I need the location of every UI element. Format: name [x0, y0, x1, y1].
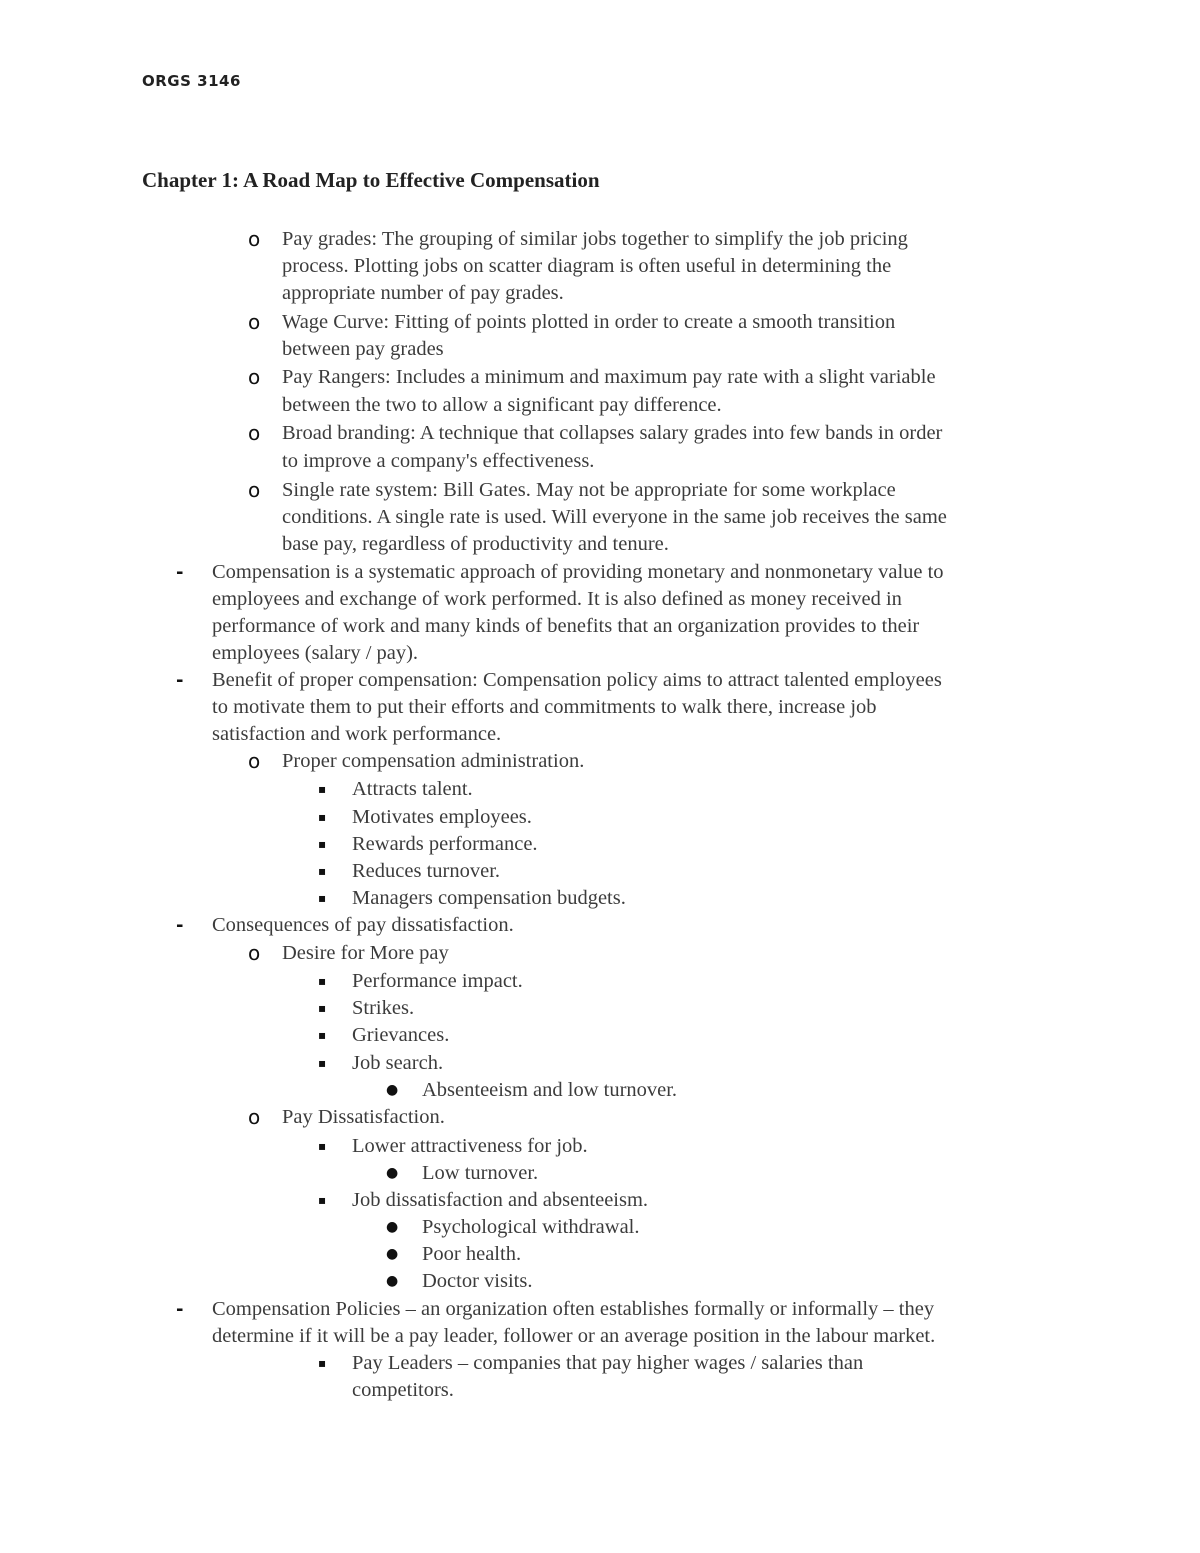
circle-bullet: o [248, 478, 261, 502]
square-bullet: ▪ [318, 1028, 327, 1042]
outline-line: Low turnover. [422, 1162, 539, 1184]
dot-bullet: ● [386, 1246, 399, 1262]
square-bullet: ▪ [318, 891, 327, 905]
outline-line: determine if it will be a pay leader, follower or an average position in the labour market. [212, 1325, 936, 1347]
outline-line: Performance impact. [352, 970, 523, 992]
dash-bullet: - [176, 915, 184, 936]
outline-line: Lower attractiveness for job. [352, 1135, 588, 1157]
outline-line: Managers compensation budgets. [352, 887, 626, 909]
outline-line: competitors. [352, 1379, 454, 1401]
circle-bullet: o [248, 941, 261, 965]
outline-line: to motivate them to put their efforts and commitments to walk there, increase job [212, 696, 877, 718]
outline-line: Doctor visits. [422, 1270, 533, 1292]
circle-bullet: o [248, 1105, 261, 1129]
outline-line: Pay grades: The grouping of similar jobs together to simplify the job pricing [282, 228, 908, 250]
chapter-title: Chapter 1: A Road Map to Effective Compensation [142, 168, 600, 192]
outline-line: Grievances. [352, 1024, 450, 1046]
outline-line: Rewards performance. [352, 833, 538, 855]
square-bullet: ▪ [318, 1139, 327, 1153]
square-bullet: ▪ [318, 782, 327, 796]
outline-line: Pay Leaders – companies that pay higher wages / salaries than [352, 1352, 864, 1374]
outline-line: to improve a company's effectiveness. [282, 450, 595, 472]
dot-bullet: ● [386, 1273, 399, 1289]
outline-line: employees and exchange of work performed. It is also defined as money received in [212, 588, 902, 610]
square-bullet: ▪ [318, 1356, 327, 1370]
outline-line: Strikes. [352, 997, 415, 1019]
outline-line: employees (salary / pay). [212, 642, 419, 664]
circle-bullet: o [248, 749, 261, 773]
circle-bullet: o [248, 365, 261, 389]
outline-line: Poor health. [422, 1243, 522, 1265]
outline-line: Job dissatisfaction and absenteeism. [352, 1189, 649, 1211]
outline-line: satisfaction and work performance. [212, 723, 502, 745]
outline-line: Benefit of proper compensation: Compensation policy aims to attract talented employees [212, 669, 942, 691]
dot-bullet: ● [386, 1082, 399, 1098]
outline-line: base pay, regardless of productivity and tenure. [282, 533, 669, 555]
outline-line: Compensation is a systematic approach of providing monetary and nonmonetary value to [212, 561, 944, 583]
dash-bullet: - [176, 562, 184, 583]
dot-bullet: ● [386, 1165, 399, 1181]
outline-line: Proper compensation administration. [282, 750, 585, 772]
circle-bullet: o [248, 227, 261, 251]
outline-line: Consequences of pay dissatisfaction. [212, 914, 514, 936]
outline-line: Desire for More pay [282, 942, 449, 964]
outline-line: Pay Rangers: Includes a minimum and maximum pay rate with a slight variable [282, 366, 936, 388]
outline-line: between the two to allow a significant pay difference. [282, 394, 722, 416]
square-bullet: ▪ [318, 864, 327, 878]
outline-line: Attracts talent. [352, 778, 473, 800]
outline-line: Pay Dissatisfaction. [282, 1106, 445, 1128]
outline-line: process. Plotting jobs on scatter diagram is often useful in determining the [282, 255, 892, 277]
outline-line: Motivates employees. [352, 806, 532, 828]
outline-line: between pay grades [282, 338, 444, 360]
outline-line: Absenteeism and low turnover. [422, 1079, 678, 1101]
outline-line: Single rate system: Bill Gates. May not be appropriate for some workplace [282, 479, 896, 501]
outline-line: Psychological withdrawal. [422, 1216, 640, 1238]
dot-bullet: ● [386, 1219, 399, 1235]
outline-line: conditions. A single rate is used. Will everyone in the same job receives the same [282, 506, 947, 528]
dash-bullet: - [176, 670, 184, 691]
square-bullet: ▪ [318, 974, 327, 988]
outline-line: Broad branding: A technique that collapses salary grades into few bands in order [282, 422, 943, 444]
square-bullet: ▪ [318, 810, 327, 824]
dash-bullet: - [176, 1299, 184, 1320]
course-code: ORGS 3146 [142, 72, 241, 90]
circle-bullet: o [248, 310, 261, 334]
outline-line: Wage Curve: Fitting of points plotted in order to create a smooth transition [282, 311, 896, 333]
circle-bullet: o [248, 421, 261, 445]
square-bullet: ▪ [318, 1056, 327, 1070]
square-bullet: ▪ [318, 1193, 327, 1207]
outline-line: appropriate number of pay grades. [282, 282, 564, 304]
outline-line: Job search. [352, 1052, 444, 1074]
outline-line: performance of work and many kinds of benefits that an organization provides to their [212, 615, 920, 637]
outline-line: Compensation Policies – an organization often establishes formally or informally – they [212, 1298, 935, 1320]
square-bullet: ▪ [318, 837, 327, 851]
square-bullet: ▪ [318, 1001, 327, 1015]
outline-line: Reduces turnover. [352, 860, 501, 882]
